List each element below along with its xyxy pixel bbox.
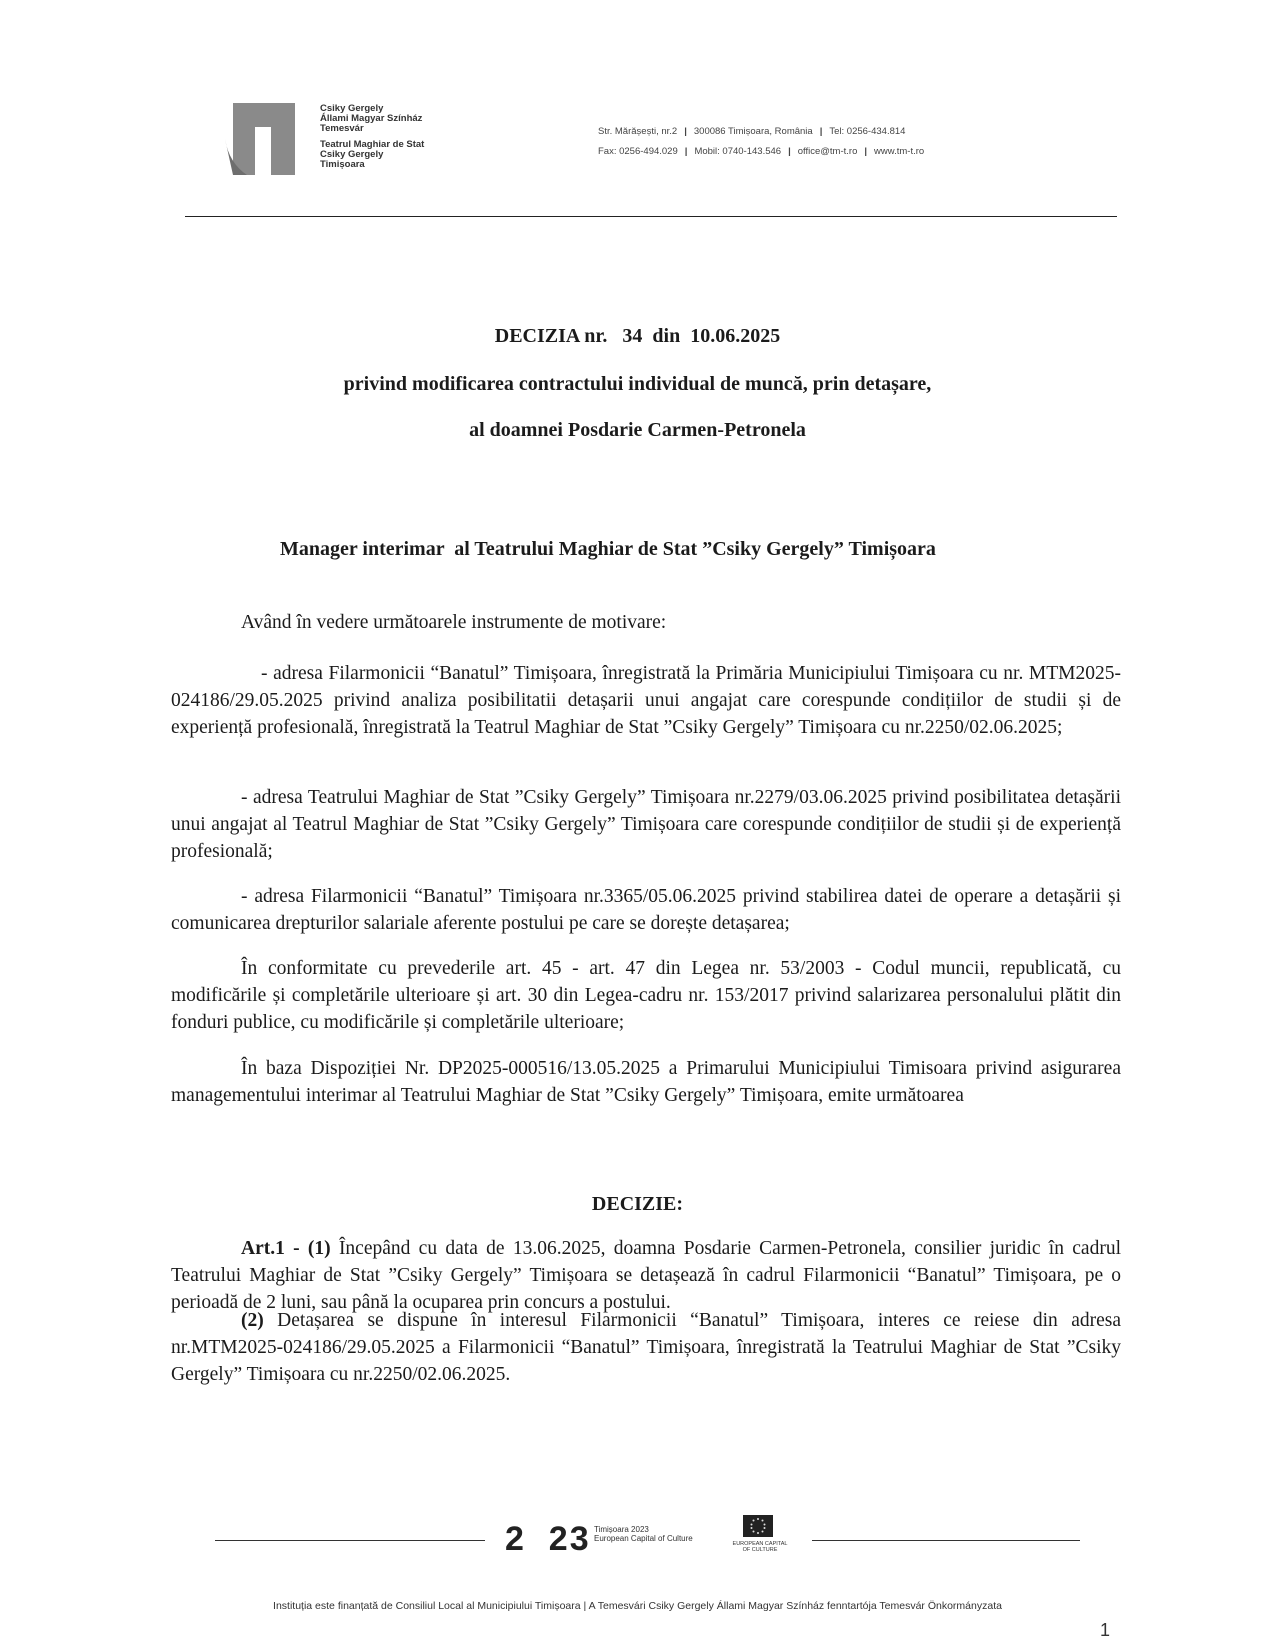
issuer-line: Manager interimar al Teatrului Maghiar de Stat ”Csiky Gergely” Timișoara (280, 538, 936, 560)
authority-paragraph: În baza Dispoziției Nr. DP2025-000516/13.05.2025 a Primarului Municipiului Timisoara privind asigurarea managementului interimar al Teatrului Maghiar de Stat ”Csiky Gergely” Timișoara, emite următoarea (171, 1058, 1121, 1106)
org-line-ro-1: Teatrul Maghiar de Stat (320, 139, 425, 150)
address: Str. Mărășești, nr.2 (598, 126, 678, 137)
theatre-logo (225, 103, 295, 175)
legal-basis-paragraph: În conformitate cu prevederile art. 45 - art. 47 din Legea nr. 53/2003 - Codul muncii, republicată, cu modificările și completările ulterioare și art. 30 din Legea-cadru nr. 153/2017 privind salarizarea personalului plătit din fonduri publice, cu modificările și completările ulterioare; (171, 958, 1121, 1033)
article-1-text: Începând cu data de 13.06.2025, doamna Posdarie Carmen-Petronela, consilier juridic în cadrul Teatrului Maghiar de Stat ”Csiky Gergely” Timișoara se detașează în cadrul Filarmonicii “Banatul” Timișoara, pe o perioadă de 2 luni, sau până la ocuparea prin concurs a postului. (171, 1238, 1121, 1313)
capital-of-culture-caption (594, 1525, 693, 1543)
motivation-item-1: - adresa Filarmonicii “Banatul” Timișoara, înregistrată la Primăria Municipiului Timișoara cu nr. MTM2025-024186/29.05.2025 privind analiza posibilitatii detașarii unui angajat care corespunde condițiilor de studii și de experiență profesională, înregistrată la Teatrul Maghiar de Stat ”Csiky Gergely” Timișoara cu nr.2250/02.06.2025; (171, 663, 1121, 738)
motivation-item-3: - adresa Filarmonicii “Banatul” Timișoara nr.3365/05.06.2025 privind stabilirea datei de operare a detașării și comunicarea drepturilor salariale aferente postului pe care se dorește detașarea; (171, 886, 1121, 934)
website: www.tm-t.ro (874, 146, 925, 157)
org-line-hu-1: Csiky Gergely (320, 103, 384, 114)
capital-caption-line-1: Timișoara 2023 (594, 1525, 649, 1534)
eu-capital-caption (730, 1541, 790, 1553)
page-number: 1 (1100, 1620, 1111, 1640)
article-1-paragraph-2 (171, 1307, 1121, 1388)
capital-of-culture-logo: 2 23 (505, 1520, 591, 1558)
decision-subject-line-1: privind modificarea contractului individual de muncă, prin detașare, (343, 373, 932, 395)
capital-caption-line-2: European Capital of Culture (594, 1534, 693, 1543)
contact-line-address: Str. Mărășești, nr.2 | 300086 Timișoara, România | Tel: 0256-434.814 (598, 126, 906, 137)
funding-note: Instituția este finanțată de Consiliul Local al Municipiului Timișoara | A Temesvári Csiky Gergely Állami Magyar Színház fenntartója Temesvár Önkormányzata (273, 1600, 1002, 1612)
motivation-item-2: - adresa Teatrului Maghiar de Stat ”Csiky Gergely” Timișoara nr.2279/03.06.2025 privind posibilitatea detașării unui angajat al Teatrul Maghiar de Stat ”Csiky Gergely” Timișoara care corespunde condițiilor de studii și de experiență profesională; (171, 787, 1121, 862)
org-line-ro-3: Timișoara (320, 159, 365, 170)
intro-paragraph: Având în vedere următoarele instrumente de motivare: (241, 612, 667, 633)
article-1-2-text: Detașarea se dispune în interesul Filarmonicii “Banatul” Timișoara, interes ce reiese din adresa nr.MTM2025-024186/29.05.2025 a Filarmonicii “Banatul” Timișoara, înregistrată la Teatrului Maghiar de Stat ”Csiky Gergely” Timișoara cu nr.2250/02.06.2025. (171, 1310, 1121, 1385)
email: office@tm-t.ro (797, 146, 858, 157)
fax: Fax: 0256-494.029 (598, 146, 678, 157)
decision-title: DECIZIA nr. 34 din 10.06.2025 (494, 325, 781, 347)
decision-subject-line-2: al doamnei Posdarie Carmen-Petronela (469, 419, 806, 441)
footer-divider-right (812, 1540, 1080, 1541)
org-line-ro-2: Csiky Gergely (320, 149, 384, 160)
article-1-label: Art.1 - (1) (241, 1238, 331, 1259)
mobile: Mobil: 0740-143.546 (694, 146, 782, 157)
organization-name (320, 104, 424, 170)
phone: Tel: 0256-434.814 (829, 126, 906, 137)
org-line-hu-2: Állami Magyar Színház (320, 113, 423, 124)
postal-code-city: 300086 Timișoara, România (693, 126, 813, 137)
org-line-hu-3: Temesvár (320, 123, 364, 134)
article-1-2-label: (2) (241, 1310, 264, 1331)
article-1-paragraph-1 (171, 1235, 1121, 1316)
contact-line-other: Fax: 0256-494.029 | Mobil: 0740-143.546 | office@tm-t.ro | www.tm-t.ro (598, 146, 925, 157)
eu-caption-line-1: EUROPEAN CAPITAL (732, 1541, 788, 1547)
eu-caption-line-2: OF CULTURE (742, 1547, 778, 1553)
decision-heading: DECIZIE: (591, 1193, 684, 1215)
footer-divider-left (215, 1540, 485, 1541)
header-divider (185, 216, 1117, 217)
eu-flag-icon (743, 1515, 773, 1537)
